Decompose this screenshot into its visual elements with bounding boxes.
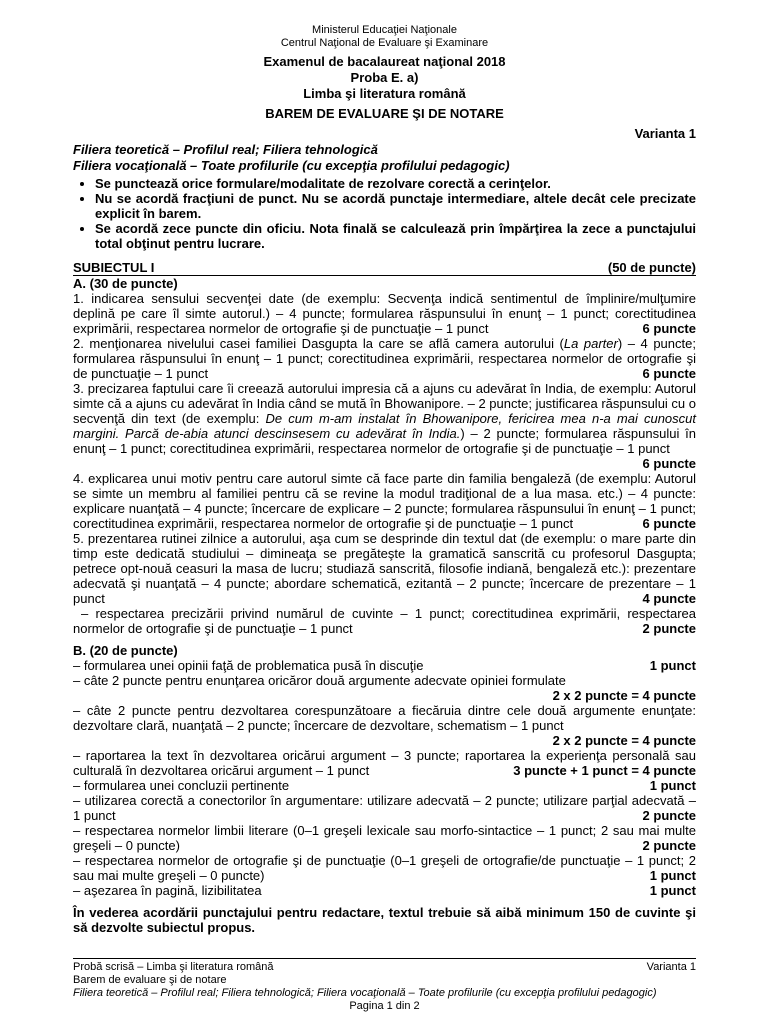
filiera-line-2: Filiera vocaţională – Toate profilurile (cu excepţia profilului pedagogic) — [73, 158, 510, 173]
item-a4: 4. explicarea unui motiv pentru care autorul simte că face parte din familia bengaleză (de exemplu: Autorul se simte un membru al familiei pentru că se revine la modul tradiţional de a lua masa. etc.) – 4 puncte: explicare nuanţată – 4 puncte; încercare de explicare – 2 puncte; formularea răspunsului în enunţ – 1 punct; corectitudinea exprimării, respectarea normelor de ortografie şi de punctuaţie – 1 punct 6 puncte — [73, 471, 696, 531]
footer-variant: Varianta 1 — [646, 961, 696, 973]
item-b4: – raportarea la text în dezvoltarea oricărui argument – 3 puncte; raportarea la experienţa personală sau culturală în dezvoltarea oricărui argument – 1 punct 3 puncte + 1 punct = 4 puncte — [73, 748, 696, 778]
item-score: 6 puncte — [642, 456, 696, 471]
subject-title: Limba şi literatura română — [303, 86, 466, 101]
subiect-points: (50 de puncte) — [607, 260, 696, 275]
subiect-title: SUBIECTUL I — [73, 260, 155, 275]
exam-title: Examenul de bacalaureat naţional 2018 — [263, 54, 506, 69]
filiera-line-1: Filiera teoretică – Profilul real; Filiera tehnologică — [73, 142, 378, 157]
rules-list — [73, 176, 696, 251]
item-b9: – aşezarea în pagină, lizibilitatea 1 punct — [73, 883, 696, 898]
item-a5: 5. prezentarea rutinei zilnice a autorului, aşa cum se desprinde din textul dat (de exemplu: o mare parte din timp este dedicată studiului – dimineaţa se pregăteşte la gramatică sanscrită cu profesorul Dasgupta; petrece opt-nouă ceasuri la masa de lucru; studiază sanscrită, filosofie indiană, bengaleză etc.): prezentare adecvată şi nuanţată – 4 puncte; abordare schematică, ezitantă – 2 puncte; încercare de prezentare – 1 punct 4 puncte — [73, 531, 696, 606]
item-b1: – formularea unei opinii faţă de problematica pusă în discuţie 1 punct — [73, 658, 696, 673]
item-score: 2 x 2 puncte = 4 puncte — [552, 688, 696, 703]
item-b2: – câte 2 puncte pentru enunţarea oricăror două argumente adecvate opiniei formulate 2 x 2 puncte = 4 puncte — [73, 673, 696, 703]
center-name: Centrul Naţional de Evaluare şi Examinare — [280, 37, 489, 49]
subiect-header — [73, 260, 696, 276]
item-a3: 3. precizarea faptului care îi creează autorului impresia că a ajuns cu adevărat în India, de exemplu: Autorul simte că a ajuns cu adevărat în India când se mută în Bhowanipore. – 2 puncte; justificarea răspunsului cu o secvenţă din text (de exemplu: De cum m-am instalat în Bhowanipore, fericirea mea n-a mai cunoscut margini. Parcă de-abia atunci descinsesem cu adevărat în India.) – 2 puncte; formularea răspunsului în enunţ – 1 punct; corectitudinea exprimării, respectarea normelor de ortografie şi de punctuaţie – 1 punct 6 puncte — [73, 381, 696, 471]
item-b6: – utilizarea corectă a conectorilor în argumentare: utilizare adecvată – 2 puncte; utilizare parţial adecvată – 1 punct 2 puncte — [73, 793, 696, 823]
item-score: 2 puncte — [642, 621, 696, 636]
footer-filiera: Filiera teoretică – Profilul real; Filiera tehnologică; Filiera vocaţională – Toate profilurile (cu excepţia profilului pedagogic) — [73, 987, 657, 999]
item-score: 4 puncte — [642, 591, 696, 606]
item-b7: – respectarea normelor limbii literare (0–1 greşeli lexicale sau morfo-sintactice – 1 punct; 2 sau mai multe greşeli – 0 puncte) 2 puncte — [73, 823, 696, 853]
rule-item: • Se acordă zece puncte din oficiu. Nota finală se calculează prin împărţirea la zece a punctajului total obţinut pentru lucrare. — [95, 221, 696, 251]
rule-item: • Nu se acordă fracţiuni de punct. Nu se acordă punctaje intermediare, altele decât cele precizate explicit în barem. — [95, 191, 696, 221]
variant-label: Varianta 1 — [634, 126, 696, 141]
item-score: 1 punct — [649, 778, 696, 793]
item-a1: 1. indicarea sensului secvenţei date (de exemplu: Secvenţa indică sentimentul de împlinire/mulţumire deplină pe care îl simte autorul.) – 4 puncte; formularea răspunsului în enunţ – 1 punct; corectitudinea exprimării, respectarea normelor de ortografie şi de punctuaţie – 1 punct 6 puncte — [73, 291, 696, 336]
section-a-title: A. (30 de puncte) — [73, 276, 178, 291]
item-score: 6 puncte — [642, 516, 696, 531]
section-b-title: B. (20 de puncte) — [73, 643, 178, 658]
item-b8: – respectarea normelor de ortografie şi de punctuaţie (0–1 greşeli de ortografie/de punctuaţie – 1 punct; 2 sau mai multe greşeli – 0 puncte) 1 punct — [73, 853, 696, 883]
page-footer — [73, 958, 696, 1013]
item-score: 6 puncte — [642, 366, 696, 381]
page-number: Pagina 1 din 2 — [349, 1000, 420, 1012]
item-b3: – câte 2 puncte pentru dezvoltarea corespunzătoare a fiecăruia dintre cele două argumente enunţate: dezvoltare clară, nuanţată – 2 puncte; încercare de dezvoltare, schematism – 1 punct 2 x 2 puncte = 4 puncte — [73, 703, 696, 748]
proba-title: Proba E. a) — [350, 70, 419, 85]
item-a-words: – respectarea precizării privind numărul de cuvinte – 1 punct; corectitudinea exprimării, respectarea normelor de ortografie şi de punctuaţie – 1 punct 2 puncte — [73, 606, 696, 636]
item-score: 1 punct — [649, 658, 696, 673]
document-page — [73, 24, 696, 935]
item-score: 3 puncte + 1 punct = 4 puncte — [513, 763, 696, 778]
rule-item: • Se punctează orice formulare/modalitate de rezolvare corectă a cerinţelor. — [95, 176, 696, 191]
item-score: 2 puncte — [642, 808, 696, 823]
item-b5: – formularea unei concluzii pertinente 1 punct — [73, 778, 696, 793]
redactare-note: În vederea acordării punctajului pentru redactare, textul trebuie să aibă minimum 150 de cuvinte şi să dezvolte subiectul propus. — [73, 905, 696, 935]
item-a2: 2. menţionarea nivelului casei familiei Dasgupta la care se află camera autorului (La parter) – 4 puncte; formularea răspunsului în enunţ – 1 punct; corectitudinea exprimării, respectarea normelor de ortografie şi de punctuaţie – 1 punct 6 puncte — [73, 336, 696, 381]
ministry-name: Ministerul Educaţiei Naţionale — [312, 24, 457, 36]
footer-exam: Probă scrisă – Limba şi literatura română — [73, 961, 274, 973]
barem-title: BAREM DE EVALUARE ŞI DE NOTARE — [265, 106, 504, 121]
item-score: 2 puncte — [642, 838, 696, 853]
item-score: 1 punct — [649, 868, 696, 883]
item-score: 6 puncte — [642, 321, 696, 336]
item-score: 1 punct — [649, 883, 696, 898]
item-score: 2 x 2 puncte = 4 puncte — [552, 733, 696, 748]
footer-barem: Barem de evaluare şi de notare — [73, 974, 227, 986]
